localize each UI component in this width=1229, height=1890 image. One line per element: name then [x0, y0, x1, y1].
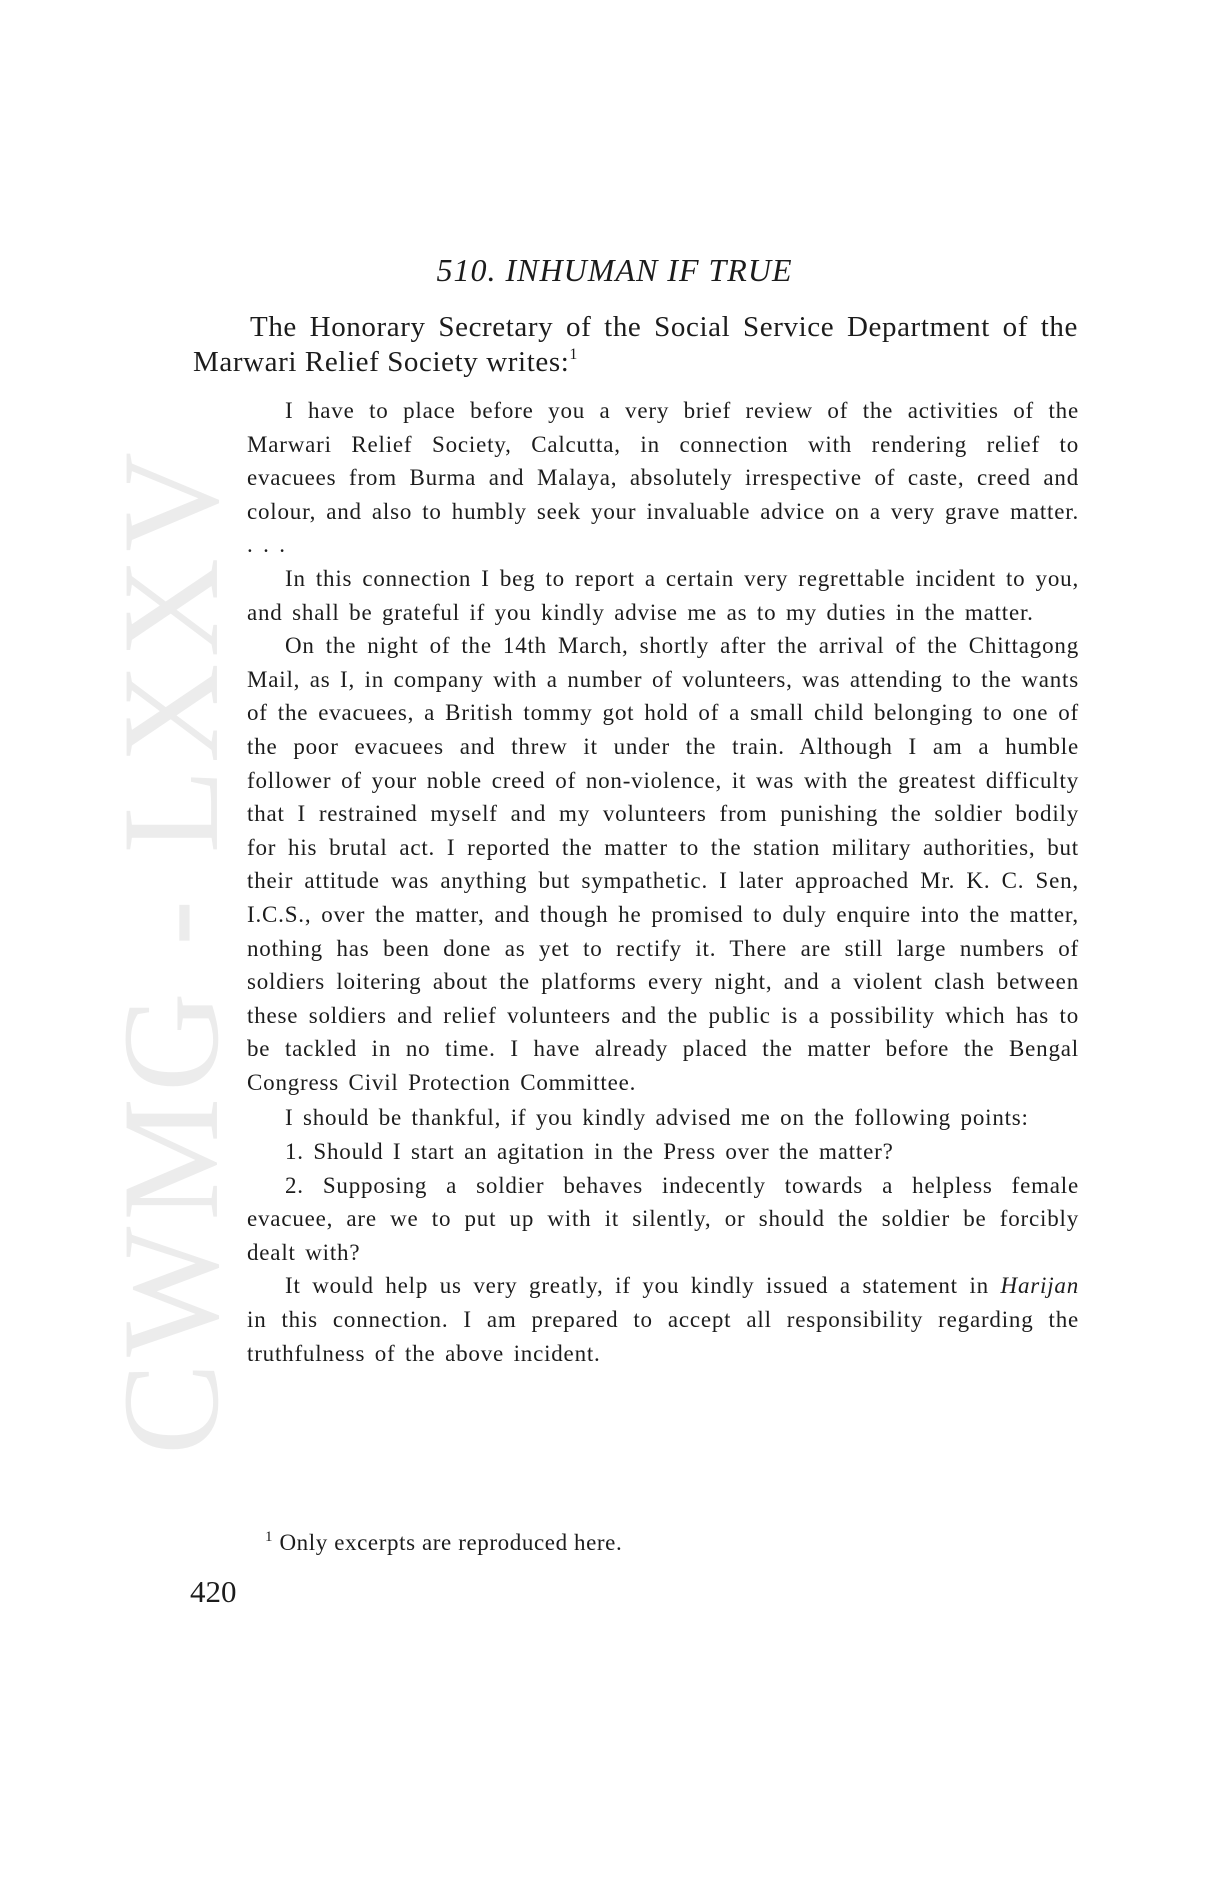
intro-paragraph: [193, 310, 1078, 380]
letter-paragraph-4: I should be thankful, if you kindly advised me on the following points:: [285, 1105, 1029, 1131]
footnote-reference: 1: [569, 346, 578, 363]
page-number: 420: [190, 1574, 237, 1609]
footnote-mark: 1: [265, 1529, 274, 1545]
letter-paragraph-5-start: It would help us very greatly, if you kindly issued a statement in: [285, 1273, 1001, 1299]
letter-paragraph-2: In this connection I beg to report a certain very regrettable incident to you, and shall be grateful if you kindly advise me as to my duties in the matter.: [247, 565, 1079, 625]
intro-text: The Honorary Secretary of the Social Service Department of the Marwari Relief Society writes:: [193, 311, 1078, 378]
quoted-letter: [247, 394, 1079, 1370]
letter-paragraph-5-end: in this connection. I am prepared to accept all responsibility regarding the truthfulness of the above incident.: [247, 1307, 1079, 1366]
letter-paragraph-5: [247, 1269, 1079, 1370]
letter-point-1: 1. Should I start an agitation in the Press over the matter?: [285, 1139, 894, 1165]
footnote: [265, 1530, 622, 1556]
letter-paragraph-3: On the night of the 14th March, shortly after the arrival of the Chittagong Mail, as I, in company with a number of volunteers, was attending to the wants of the evacuees, a British tommy got hold of a small child belonging to one of the poor evacuees and threw it under the train. Although I am a humble follower of your noble creed of non-violence, it was with the greatest difficulty that I restrained myself and my volunteers from punishing the soldier bodily for his brutal act. I reported the matter to the station military authorities, but their attitude was anything but sympathetic. I later approached Mr. K. C. Sen, I.C.S., over the matter, and though he promised to duly enquire into the matter, nothing has been done as yet to rectify it. There are still large numbers of soldiers loitering about the platforms every night, and a violent clash between these soldiers and relief volunteers and the public is a possibility which has to be tackled in no time. I have already placed the matter before the Bengal Congress Civil Protection Committee.: [247, 633, 1079, 1095]
letter-paragraph-1: I have to place before you a very brief review of the activities of the Marwari Relief Society, Calcutta, in connection with rendering relief to evacuees from Burma and Malaya, absolutely irrespective of caste, creed and colour, and also to humbly seek your invaluable advice on a very grave matter. . . .: [247, 398, 1079, 558]
watermark-text: CWMG - LXXV: [93, 445, 247, 1455]
watermark: [93, 440, 247, 1460]
footnote-text: Only excerpts are reproduced here.: [279, 1530, 623, 1555]
letter-point-2: 2. Supposing a soldier behaves indecently towards a helpless female evacuee, are we to put up with it silently, or should the soldier be forcibly dealt with?: [247, 1172, 1079, 1265]
publication-title: Harijan: [1000, 1273, 1079, 1299]
article-heading: 510. INHUMAN IF TRUE: [436, 252, 793, 288]
